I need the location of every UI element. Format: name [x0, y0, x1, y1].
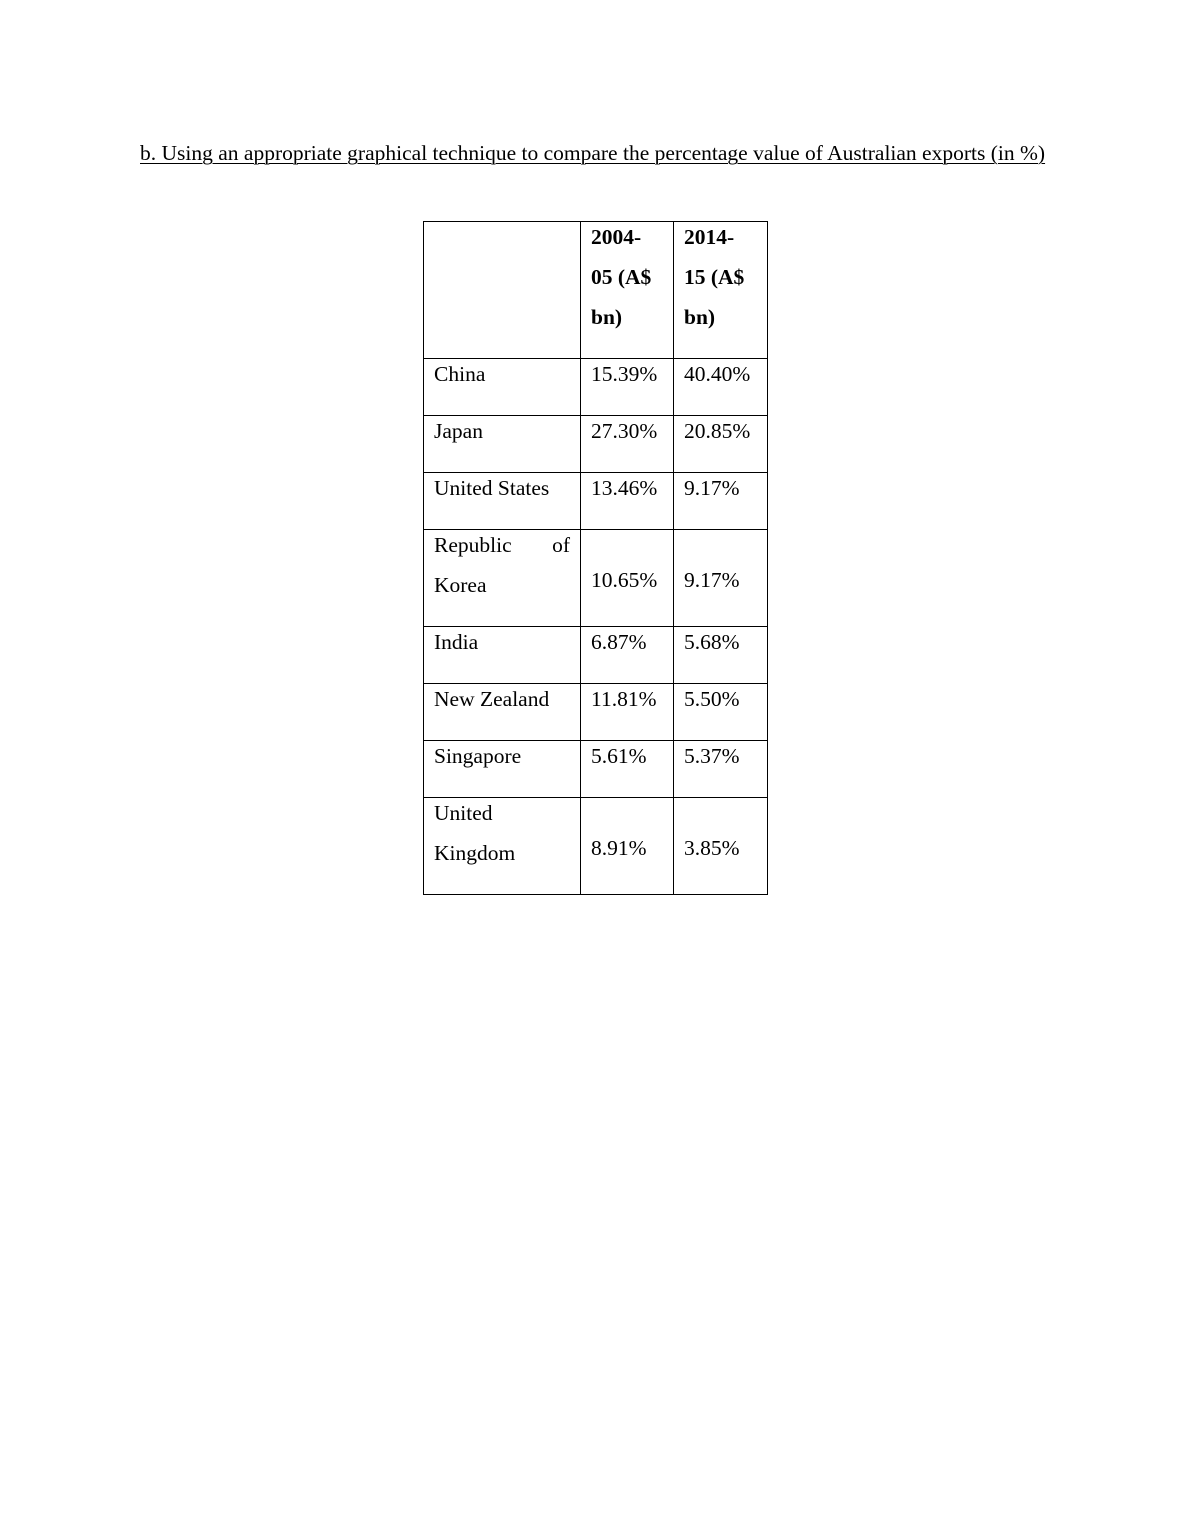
exports-table [423, 221, 768, 895]
country-cell: India [424, 627, 581, 684]
country-cell: United States [424, 473, 581, 530]
table-row [424, 684, 768, 741]
table-row [424, 530, 768, 627]
value-cell-2004-05: 13.46% [581, 473, 674, 530]
country-line: Republic of [434, 533, 570, 557]
value-cell-2004-05: 15.39% [581, 359, 674, 416]
value-cell-2004-05: 6.87% [581, 627, 674, 684]
header-cell-2004-05 [581, 222, 674, 359]
country-cell: China [424, 359, 581, 416]
value-cell-2004-05: 10.65% [581, 530, 674, 627]
value-cell-2014-15: 20.85% [674, 416, 768, 473]
header-line: 15 (A$ [684, 265, 745, 289]
header-cell-2014-15 [674, 222, 768, 359]
header-line: 2004- [591, 225, 642, 249]
header-cell-empty [424, 222, 581, 359]
country-line: Kingdom [434, 841, 516, 865]
table-row [424, 359, 768, 416]
country-line: United [434, 801, 493, 825]
value-cell-2004-05: 11.81% [581, 684, 674, 741]
country-cell [424, 798, 581, 895]
table-row [424, 416, 768, 473]
country-cell: New Zealand [424, 684, 581, 741]
header-line: bn) [684, 305, 716, 329]
value-cell-2014-15: 40.40% [674, 359, 768, 416]
header-line: bn) [591, 305, 623, 329]
value-cell-2014-15: 9.17% [674, 530, 768, 627]
table-row [424, 473, 768, 530]
table-row [424, 741, 768, 798]
table-row [424, 798, 768, 895]
value-cell-2014-15: 9.17% [674, 473, 768, 530]
country-cell [424, 530, 581, 627]
value-cell-2014-15: 3.85% [674, 798, 768, 895]
value-cell-2004-05: 27.30% [581, 416, 674, 473]
value-cell-2014-15: 5.37% [674, 741, 768, 798]
value-cell-2014-15: 5.68% [674, 627, 768, 684]
value-cell-2014-15: 5.50% [674, 684, 768, 741]
country-line: Korea [434, 573, 487, 597]
value-cell-2004-05: 5.61% [581, 741, 674, 798]
country-cell: Singapore [424, 741, 581, 798]
table-row [424, 627, 768, 684]
value-cell-2004-05: 8.91% [581, 798, 674, 895]
country-cell: Japan [424, 416, 581, 473]
header-line: 2014- [684, 225, 735, 249]
section-heading: b. Using an appropriate graphical technique to compare the percentage value of Australian exports (in %) [140, 141, 1046, 165]
table-header-row [424, 222, 768, 359]
header-line: 05 (A$ [591, 265, 652, 289]
